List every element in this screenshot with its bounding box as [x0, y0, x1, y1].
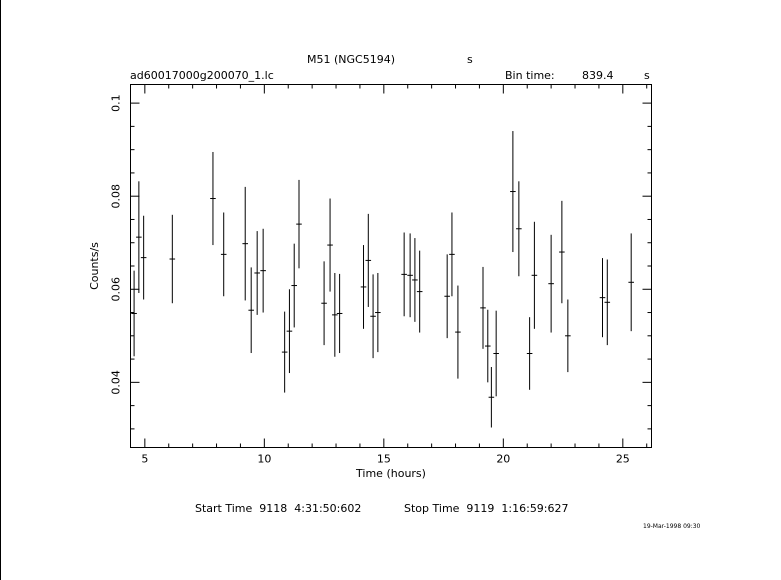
bin-time-value: 839.4	[582, 69, 614, 82]
data-point	[375, 273, 381, 352]
date-stamp: 19-Mar-1998 09:30	[643, 523, 701, 530]
data-point	[260, 229, 266, 313]
data-point	[131, 271, 137, 357]
x-tick-label: 20	[496, 452, 511, 466]
data-point	[455, 286, 461, 379]
data-point	[361, 245, 367, 329]
x-axis-label: Time (hours)	[356, 467, 426, 480]
bin-time-label: Bin time:	[505, 69, 555, 82]
y-axis-label: Counts/s	[88, 242, 101, 290]
data-point	[485, 310, 491, 383]
data-point	[527, 317, 533, 390]
data-point	[565, 300, 571, 373]
x-axis-tick-labels	[141, 453, 629, 466]
data-point	[489, 367, 495, 428]
file-name-label: ad60017000g200070_1.lc	[130, 69, 274, 82]
data-point	[141, 216, 147, 300]
x-axis-ticks	[145, 85, 647, 448]
data-point	[170, 215, 176, 303]
stop-time-text: Stop Time 9119 1:16:59:627	[404, 502, 569, 515]
y-tick-label: 0.1	[109, 94, 123, 112]
data-point	[370, 274, 376, 358]
data-point	[287, 289, 293, 373]
data-point	[321, 261, 327, 345]
data-point	[480, 267, 486, 349]
bin-time-unit: s	[644, 69, 650, 82]
x-tick-label: 15	[376, 452, 391, 466]
data-point	[210, 152, 216, 245]
data-point	[417, 251, 423, 333]
data-point	[493, 311, 499, 397]
data-point	[449, 212, 455, 296]
plot-frame	[131, 85, 652, 448]
data-point	[559, 201, 565, 303]
data-point	[296, 180, 302, 268]
data-point	[412, 238, 418, 322]
data-point	[600, 258, 606, 337]
data-point	[332, 273, 338, 357]
data-point	[291, 244, 297, 328]
data-point	[444, 254, 450, 338]
x-tick-label: 10	[257, 452, 272, 466]
data-point	[532, 222, 538, 329]
data-point	[221, 212, 227, 296]
y-tick-label: 0.06	[109, 277, 123, 302]
data-point	[548, 235, 554, 333]
data-point	[282, 312, 288, 393]
data-point	[516, 181, 522, 276]
chart-title: M51 (NGC5194)	[307, 53, 395, 66]
chart-title-suffix: s	[467, 53, 473, 66]
data-point	[407, 233, 413, 317]
x-tick-label: 25	[615, 452, 630, 466]
x-tick-label: 5	[141, 452, 149, 466]
data-point	[510, 131, 516, 252]
y-tick-label: 0.08	[109, 183, 123, 209]
data-point	[337, 274, 343, 353]
start-time-text: Start Time 9118 4:31:50:602	[195, 502, 362, 515]
y-axis-tick-labels	[110, 94, 123, 394]
y-tick-label: 0.04	[109, 370, 123, 395]
data-point	[605, 259, 611, 345]
data-point	[628, 233, 634, 331]
y-axis-ticks	[131, 103, 652, 429]
data-point	[327, 199, 333, 292]
data-point	[248, 267, 254, 353]
data-point	[242, 187, 248, 301]
data-point	[401, 232, 407, 316]
data-points	[131, 131, 634, 427]
data-point	[254, 231, 260, 315]
data-point	[366, 214, 372, 307]
data-point	[136, 181, 142, 293]
